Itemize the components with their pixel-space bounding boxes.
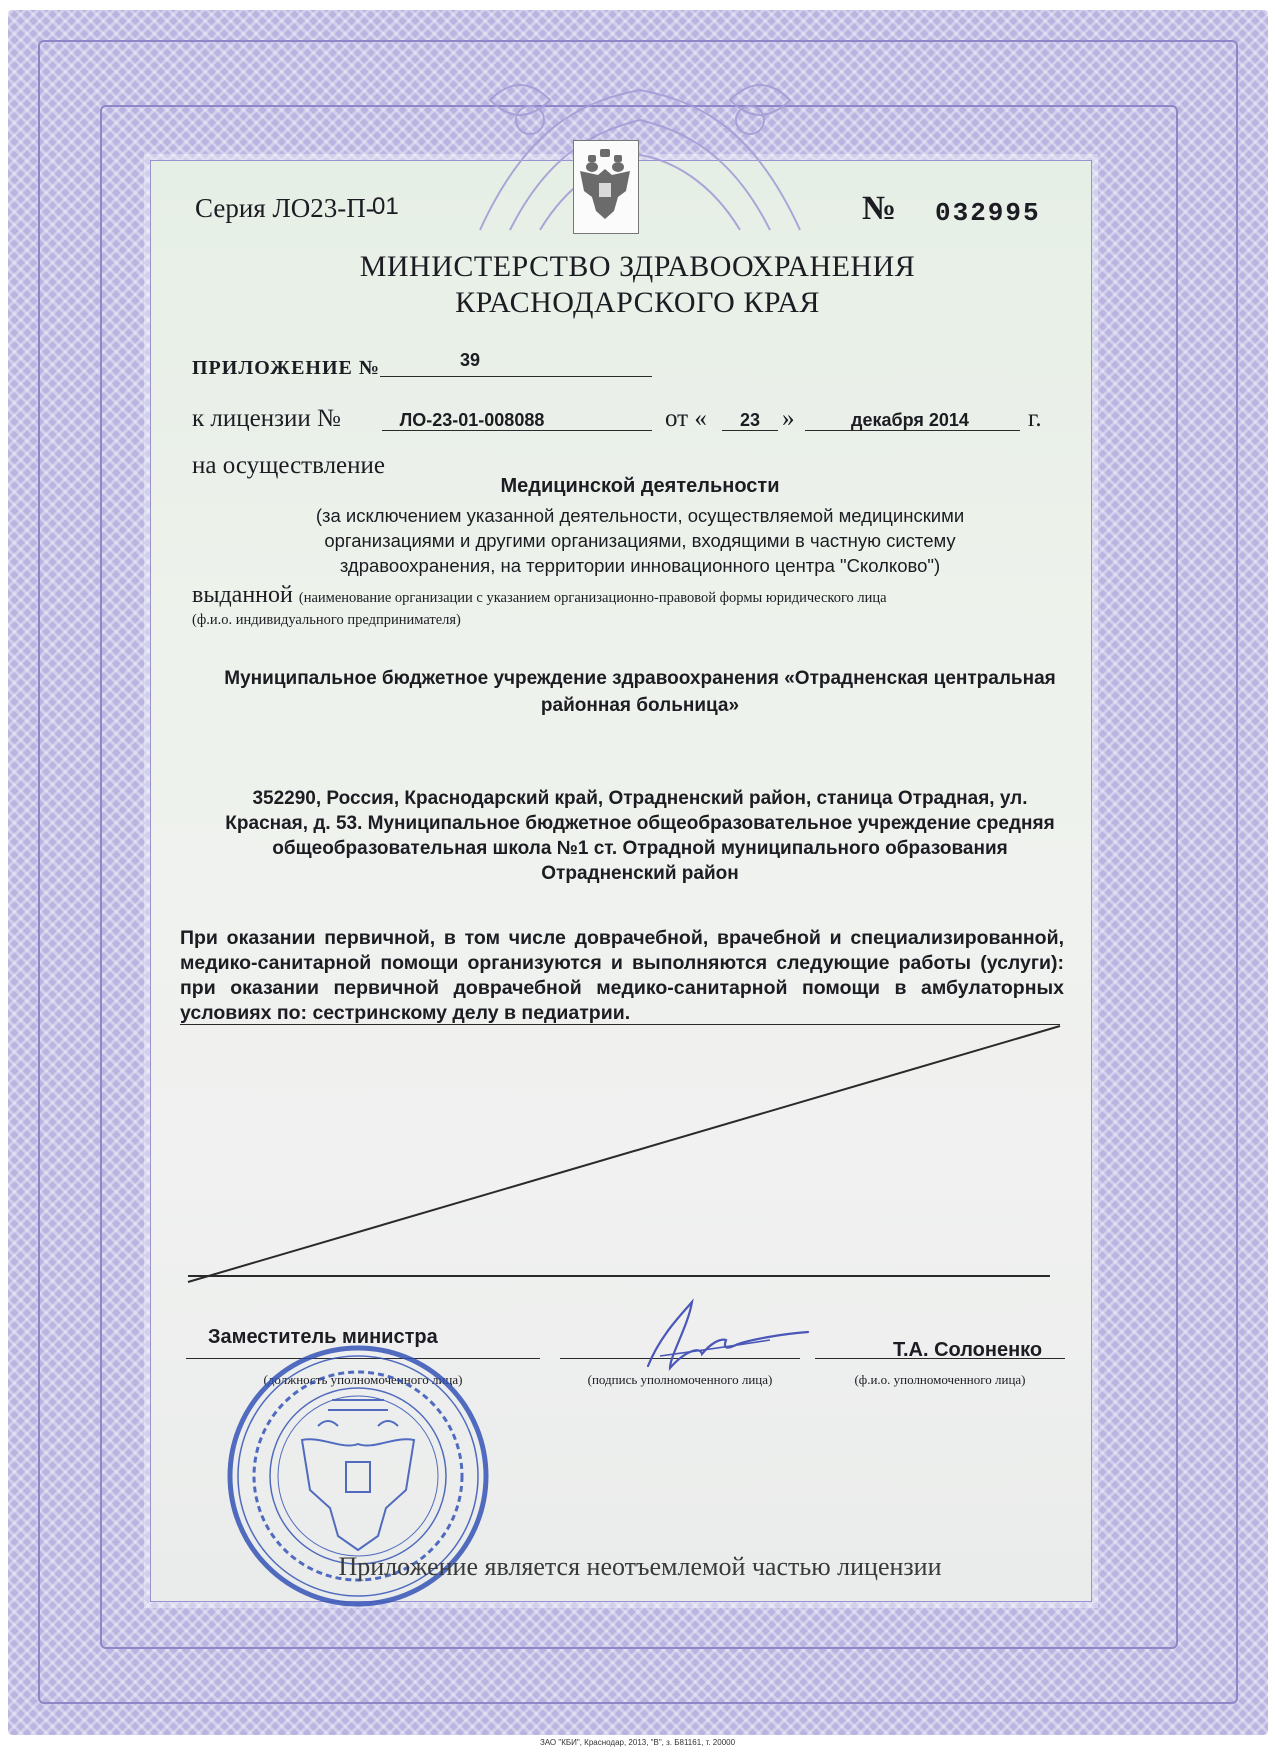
series-value: 01 xyxy=(372,193,399,220)
appendix-footer-note: Приложение является неотъемлемой частью лицензии xyxy=(338,1552,942,1581)
signatory-name: Т.А. Солоненко xyxy=(893,1339,1043,1361)
issued-note: (наименование организации с указанием организационно-правовой формы юридического лица xyxy=(298,590,887,606)
appendix-label: ПРИЛОЖЕНИЕ № xyxy=(192,357,380,379)
name-caption: (ф.и.о. уполномоченного лица) xyxy=(854,1372,1026,1387)
activity-note: (за исключением указанной деятельности, осуществляемой медицинскими организациями и другими организациями, входящими в частную систему здравоохранения, на территории инновационного центра "Сколково") xyxy=(315,505,965,576)
ministry-line2: КРАСНОДАРСКОГО КРАЯ xyxy=(455,286,820,319)
license-label: к лицензии № xyxy=(192,405,341,432)
license-day: 23 xyxy=(739,410,761,430)
signature-caption: (подпись уполномоченного лица) xyxy=(587,1372,773,1387)
series-label: Серия ЛО23-П- xyxy=(195,193,375,223)
license-month-year: декабря 2014 xyxy=(851,410,969,430)
issued-note-2: (ф.и.о. индивидуального предпринимателя) xyxy=(192,612,461,628)
issued-label: выданной xyxy=(192,582,293,608)
activity-label: на осуществление xyxy=(192,452,386,479)
name-underline xyxy=(815,1352,1065,1359)
license-number: ЛО-23-01-008088 xyxy=(399,410,545,430)
form-number: 032995 xyxy=(935,198,1041,228)
coat-of-arms-frame xyxy=(573,140,639,234)
coat-of-arms-icon xyxy=(574,141,636,231)
license-from-label: от « xyxy=(665,405,707,432)
issued-label-row xyxy=(192,582,887,609)
position-caption: (должность уполномоченного лица) xyxy=(263,1372,463,1387)
blank-space-strike xyxy=(180,1020,1070,1290)
printer-imprint: ЗАО "КБИ", Краснодар, 2013, "В", з. Б81161, т. 20000 xyxy=(539,1738,736,1747)
organization-name: Муниципальное бюджетное учреждение здравоохранения «Отрадненская центральная районная больница» xyxy=(224,668,1056,716)
works-description: При оказании первичной, в том числе доврачебной, врачебной и специализированной, медико-санитарной помощи организуются и выполняются следующие работы (услуги): при оказании первичной доврачебной медико-санитарной помощи в амбулаторных условиях по: сестринскому делу в педиатрии. xyxy=(180,927,1064,1024)
number-sign: № xyxy=(862,190,897,227)
header-ornament xyxy=(470,60,810,240)
license-year-suffix: г. xyxy=(1028,405,1042,432)
ministry-line1: МИНИСТЕРСТВО ЗДРАВООХРАНЕНИЯ xyxy=(359,250,916,283)
appendix-value: 39 xyxy=(459,350,481,370)
license-close-quote: » xyxy=(782,405,795,432)
activity-title: Медицинской деятельности xyxy=(500,475,780,497)
handwritten-signature xyxy=(630,1296,810,1376)
organization-address: 352290, Россия, Краснодарский край, Отрадненский район, станица Отрадная, ул. Красная, д. 53. Муниципальное бюджетное общеобразовательное учреждение средняя общеобразовательная школа №1 ст. Отрадной муниципального образования Отрадненский район xyxy=(225,788,1055,884)
signatory-position: Заместитель министра xyxy=(208,1326,438,1348)
